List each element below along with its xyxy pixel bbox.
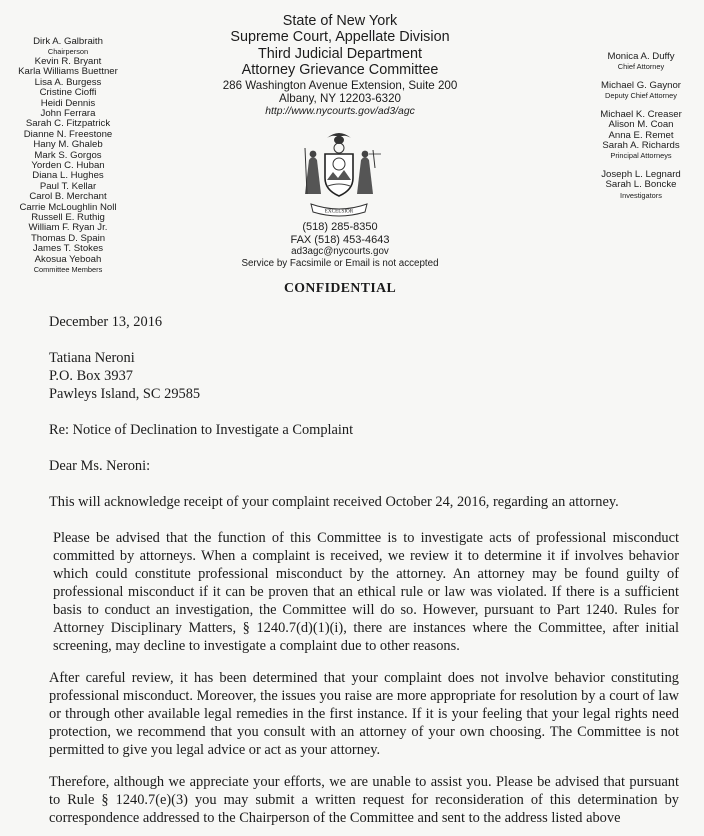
letter-body — [49, 313, 679, 827]
committee-member: Mark S. Gorgos — [34, 149, 102, 161]
new-york-state-seal-icon — [291, 124, 387, 220]
confidential-label: CONFIDENTIAL — [283, 280, 397, 295]
service-note: Service by Facsimile or Email is not accepted — [241, 257, 439, 269]
deputy-chief-group — [578, 81, 704, 101]
street-address: 286 Washington Avenue Extension, Suite 200 — [222, 78, 458, 92]
investigator-name: Joseph L. Legnard — [601, 168, 681, 180]
committee-members-list — [4, 37, 132, 275]
chief-attorney-group — [578, 52, 704, 72]
investigators-title: Investigators — [620, 190, 662, 200]
fax-number: FAX (518) 453-4643 — [290, 233, 390, 246]
phone-number: (518) 285-8350 — [302, 221, 378, 233]
determination-paragraph: After careful review, it has been determined that your complaint does not involve behavior constituting professional misconduct. Moreover, the issues you raise are more appropriate for resolution by a court of law or through other available legal remedies in the first instance. If it is your feeling that your legal rights need protection, we recommend that you consult with an attorney of your own choosing. The Committee is not permitted to give you legal advice or act as your attorney. — [49, 670, 679, 758]
committee-member: Hany M. Ghaleb — [33, 139, 103, 151]
committee-member: Karla Williams Buettner — [18, 66, 118, 78]
committee-member: Carrie McLoughlin Noll — [19, 201, 117, 213]
seal-motto: EXCELSIOR — [324, 208, 354, 215]
state-name: State of New York — [282, 13, 398, 29]
committee-member: Carol B. Merchant — [29, 191, 107, 203]
principal-attorney-name: Sarah A. Richards — [602, 140, 680, 152]
email-address: ad3agc@nycourts.gov — [291, 246, 389, 258]
court-name: Supreme Court, Appellate Division — [230, 29, 450, 46]
deputy-chief-name: Michael G. Gaynor — [601, 79, 681, 91]
chairperson-name: Dirk A. Galbraith — [33, 36, 103, 47]
committee-member: Thomas D. Spain — [30, 232, 106, 244]
recipient-address: P.O. Box 3937 — [49, 368, 133, 384]
committee-member: Paul T. Kellar — [39, 180, 97, 192]
investigators-group — [578, 170, 704, 200]
chief-attorney-name: Monica A. Duffy — [607, 51, 675, 62]
principal-attorney-name: Anna E. Remet — [608, 129, 674, 141]
committee-member: Diana L. Hughes — [32, 170, 104, 182]
committee-member: Heidi Dennis — [40, 97, 96, 109]
contact-block — [215, 221, 465, 269]
letter-date: December 13, 2016 — [49, 314, 163, 330]
recipient-name: Tatiana Neroni — [49, 350, 135, 366]
committee-member: Sarah C. Fitzpatrick — [25, 118, 111, 130]
subject-line: Re: Notice of Declination to Investigate a Complaint — [49, 422, 354, 438]
committee-member: Dianne N. Freestone — [23, 128, 113, 140]
committee-member: William F. Ryan Jr. — [28, 222, 108, 234]
principal-attorney-name: Alison M. Coan — [608, 119, 674, 131]
committee-member: Yorden C. Huban — [31, 159, 105, 171]
letterhead — [190, 13, 490, 118]
committee-function-paragraph: Please be advised that the function of this Committee is to investigate acts of professional misconduct committed by attorneys. When a complaint is received, we review it to determine it if involves behavior which could constitute professional misconduct by the attorney. An attorney may be found guilty of professional misconduct if it can be proven that an ethical rule or law was violated. If there is a sufficient basis to conduct an investigation, the Committee will do so. However, pursuant to Part 1240. Rules for Attorney Disciplinary Matters, § 1240.7(d)(1)(i), there are instances where the Committee, after initial screening, may decline to investigate a complaint due to other reasons. — [53, 530, 679, 654]
principal-attorney-name: Michael K. Creaser — [600, 108, 682, 120]
committee-member: Lisa A. Burgess — [34, 76, 102, 88]
reconsideration-paragraph: Therefore, although we appreciate your efforts, we are unable to assist you. Please be advised that pursuant to Rule § 1240.7(e)(3) you may submit a written request for reconsideration of this determination by correspondence addressed to the Chairperson of the Committee and sent to the address listed above — [49, 774, 679, 826]
city-address: Albany, NY 12203-6320 — [278, 92, 402, 106]
committee-members-title: Committee Members — [33, 265, 103, 275]
website-url: http://www.nycourts.gov/ad3/agc — [265, 105, 415, 117]
acknowledgement-paragraph: This will acknowledge receipt of your complaint received October 24, 2016, regarding an attorney. — [49, 494, 619, 510]
principal-attorneys-title: Principal Attorneys — [610, 151, 672, 161]
principal-attorneys-group — [578, 110, 704, 161]
department-name: Third Judicial Department — [258, 45, 422, 62]
committee-member: Cristine Cioffi — [39, 87, 97, 99]
recipient-city: Pawleys Island, SC 29585 — [49, 386, 201, 402]
committee-member: Kevin R. Bryant — [34, 55, 102, 67]
committee-member: Russell E. Ruthig — [31, 212, 105, 223]
committee-member: Akosua Yeboah — [34, 253, 102, 265]
chief-attorney-title: Chief Attorney — [617, 62, 665, 72]
deputy-chief-title: Deputy Chief Attorney — [605, 91, 677, 101]
committee-name: Attorney Grievance Committee — [241, 62, 439, 79]
committee-member: John Ferrara — [40, 107, 96, 119]
salutation: Dear Ms. Neroni: — [49, 458, 151, 474]
committee-member: James T. Stokes — [32, 243, 104, 255]
investigator-name: Sarah L. Boncke — [605, 179, 677, 191]
staff-list — [578, 52, 704, 209]
chairperson-title: Chairperson — [47, 47, 89, 57]
